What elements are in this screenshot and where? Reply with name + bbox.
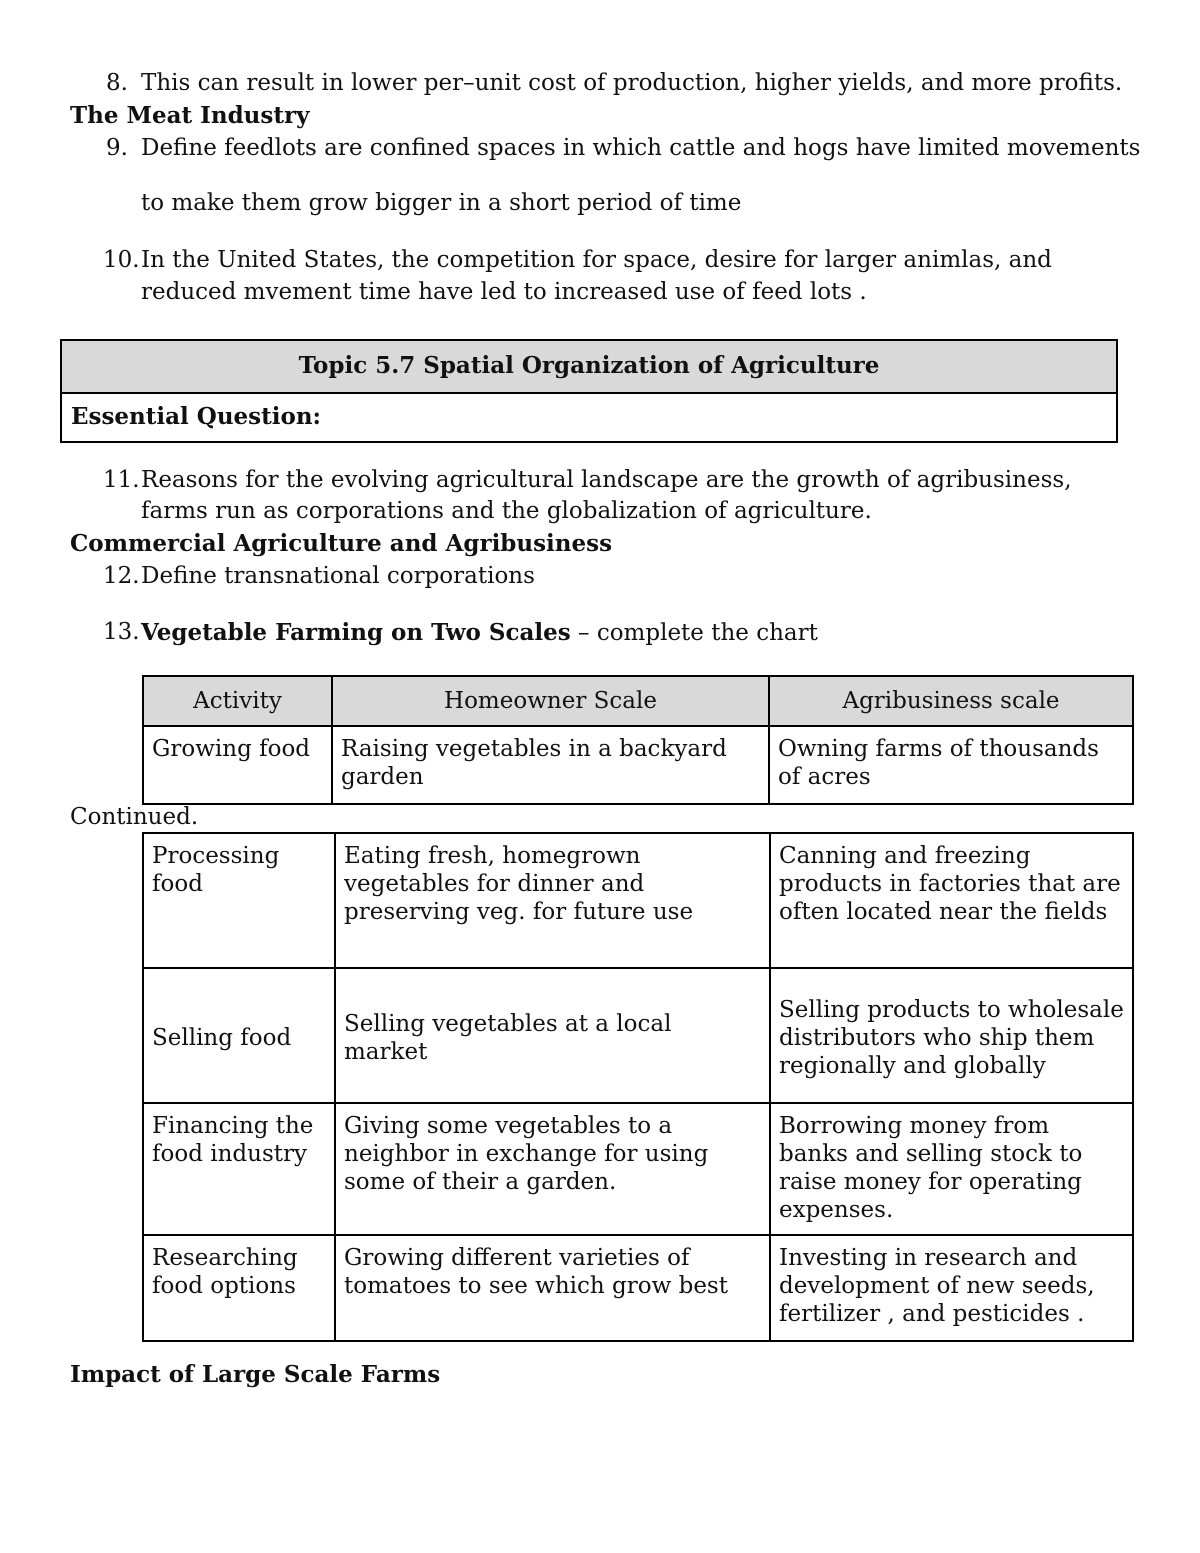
item-number: 13. <box>103 619 140 645</box>
table-row <box>143 968 1133 1103</box>
cell-activity: Financing the food industry <box>143 1103 335 1235</box>
cell-agribusiness: Owning farms of thousands of acres <box>769 726 1133 804</box>
table-header-row <box>143 676 1133 726</box>
item-13-text <box>141 619 818 646</box>
cell-homeowner: Eating fresh, homegrown vegetables for dinner and preserving veg. for future use <box>335 833 770 968</box>
item-12-text: Define transnational corporations <box>141 563 535 589</box>
cell-agribusiness: Selling products to wholesale distributors who ship them regionally and globally <box>770 968 1133 1103</box>
cell-activity: Researching food options <box>143 1235 335 1341</box>
cell-agribusiness: Borrowing money from banks and selling stock to raise money for operating expenses. <box>770 1103 1133 1235</box>
item-10-line-2: reduced mvement time have led to increased use of feed lots . <box>141 279 867 305</box>
item-10-line-1: In the United States, the competition for space, desire for larger animlas, and <box>141 247 1052 273</box>
item-13-instruction: – complete the chart <box>570 620 818 646</box>
cell-activity: Selling food <box>143 968 335 1103</box>
item-8-text: This can result in lower per–unit cost of production, higher yields, and more profits. <box>141 70 1123 96</box>
table-row <box>143 1235 1133 1341</box>
cell-agribusiness: Investing in research and development of new seeds, fertilizer , and pesticides . <box>770 1235 1133 1341</box>
cell-activity: Processing food <box>143 833 335 968</box>
section-heading-impact: Impact of Large Scale Farms <box>70 1361 441 1388</box>
cell-agribusiness: Canning and freezing products in factories that are often located near the fields <box>770 833 1133 968</box>
item-11-line-1: Reasons for the evolving agricultural landscape are the growth of agribusiness, <box>141 467 1072 493</box>
item-13-title: Vegetable Farming on Two Scales <box>141 619 571 646</box>
table-row <box>143 726 1133 804</box>
cell-homeowner: Selling vegetables at a local market <box>335 968 770 1103</box>
item-number: 8. <box>106 70 128 96</box>
vegetable-farming-chart-continued <box>142 832 1134 1342</box>
item-9-line-1: Define feedlots are confined spaces in which cattle and hogs have limited movements <box>141 135 1141 161</box>
column-header-activity: Activity <box>143 676 332 726</box>
section-heading-commercial-agriculture: Commercial Agriculture and Agribusiness <box>70 530 613 557</box>
column-header-agribusiness: Agribusiness scale <box>769 676 1133 726</box>
cell-homeowner: Growing different varieties of tomatoes to see which grow best <box>335 1235 770 1341</box>
essential-question-label: Essential Question: <box>71 403 322 430</box>
column-header-homeowner: Homeowner Scale <box>332 676 769 726</box>
item-number: 12. <box>103 563 140 589</box>
table-row <box>143 1103 1133 1235</box>
section-heading-meat-industry: The Meat Industry <box>70 102 310 129</box>
item-9-line-2: to make them grow bigger in a short period of time <box>141 190 742 216</box>
cell-activity: Growing food <box>143 726 332 804</box>
item-number: 9. <box>106 135 128 161</box>
topic-title: Topic 5.7 Spatial Organization of Agriculture <box>62 341 1116 394</box>
topic-box <box>60 339 1118 443</box>
item-number: 10. <box>103 247 140 273</box>
item-number: 11. <box>103 467 140 493</box>
cell-homeowner: Raising vegetables in a backyard garden <box>332 726 769 804</box>
table-row <box>143 833 1133 968</box>
cell-homeowner: Giving some vegetables to a neighbor in exchange for using some of their a garden. <box>335 1103 770 1235</box>
vegetable-farming-chart <box>142 675 1134 805</box>
item-11-line-2: farms run as corporations and the globalization of agriculture. <box>141 498 872 524</box>
continued-label: Continued. <box>70 804 199 830</box>
